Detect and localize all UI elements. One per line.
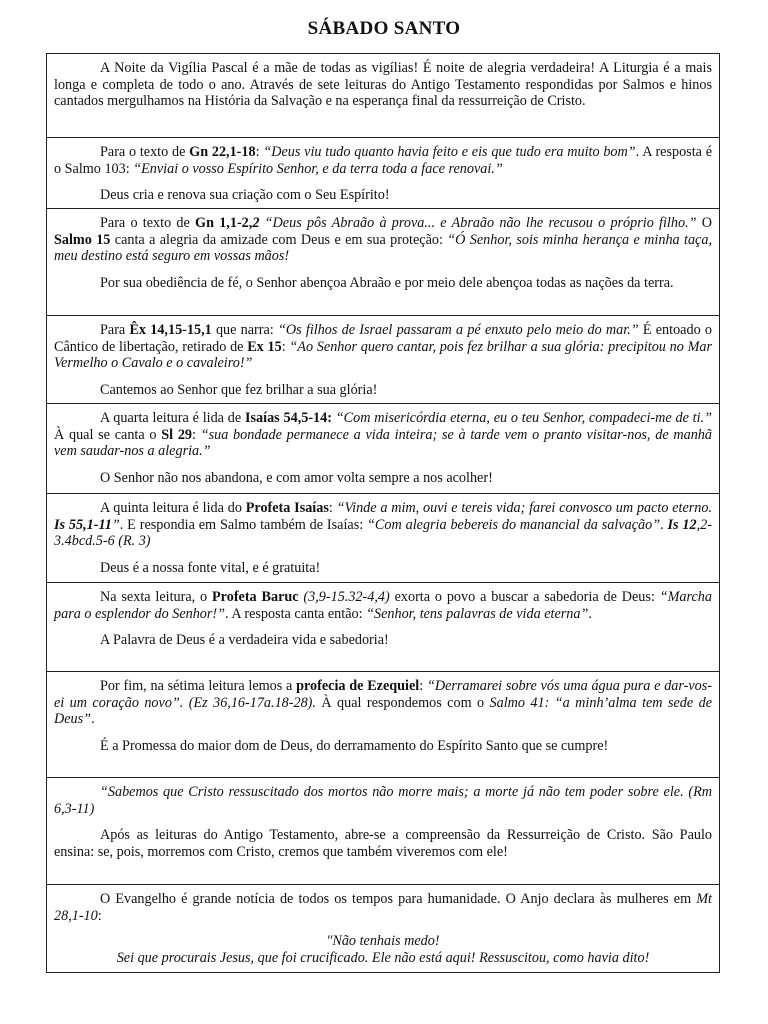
section-epistle bbox=[47, 778, 719, 885]
intro-paragraph: A Noite da Vigília Pascal é a mãe de todas as vigílias! É noite de alegria verdadeira! A Liturgia é a mais longa e completa de todo o ano. Através de sete leituras do Antigo Testamento respondidas por Salmos e hinos cantados mergulhamos na História da Salvação e na esperança final da ressurreição de Cristo. bbox=[54, 60, 712, 110]
section-reading-7 bbox=[47, 672, 719, 778]
page-title: SÁBADO SANTO bbox=[307, 18, 461, 39]
gospel-quote bbox=[54, 933, 712, 966]
reading-3-summary: Cantemos ao Senhor que fez brilhar a sua glória! bbox=[100, 381, 378, 398]
reading-6-summary: A Palavra de Deus é a verdadeira vida e sabedoria! bbox=[100, 632, 389, 649]
section-reading-6 bbox=[47, 583, 719, 672]
reading-6-text: Na sexta leitura, o Profeta Baruc (3,9-15.32-4,4) exorta o povo a buscar a sabedoria de Deus: “Marcha para o esplendor do Senhor!”. A resposta canta então: “Senhor, tens palavras de vida eterna”. bbox=[54, 589, 712, 622]
reading-2-summary: Por sua obediência de fé, o Senhor abençoa Abraão e por meio dele abençoa todas as nações da terra. bbox=[100, 274, 674, 291]
section-intro bbox=[47, 54, 719, 138]
section-reading-2 bbox=[47, 209, 719, 316]
reading-7-summary: É a Promessa do maior dom de Deus, do derramamento do Espírito Santo que se cumpre! bbox=[100, 737, 609, 754]
gospel-quote-line-1: "Não tenhais medo! bbox=[326, 933, 440, 950]
reading-4-summary: O Senhor não nos abandona, e com amor volta sempre a nos acolher! bbox=[100, 469, 493, 486]
gospel-quote-line-2: Sei que procurais Jesus, que foi crucificado. Ele não está aqui! Ressuscitou, como havia dito! bbox=[116, 949, 650, 966]
gospel-text: O Evangelho é grande notícia de todos os tempos para humanidade. O Anjo declara às mulheres em Mt 28,1-10: bbox=[54, 891, 712, 924]
epistle-summary: Após as leituras do Antigo Testamento, abre-se a compreensão da Ressurreição de Cristo. São Paulo ensina: se, pois, morremos com Cristo, cremos que também viveremos com ele! bbox=[54, 827, 712, 860]
epistle-quote: “Sabemos que Cristo ressuscitado dos mortos não morre mais; a morte já não tem poder sobre ele. (Rm 6,3-11) bbox=[54, 784, 712, 817]
reading-3-text: Para Êx 14,15-15,1 que narra: “Os filhos de Israel passaram a pé enxuto pelo meio do mar.” É entoado o Cântico de libertação, retirado de Ex 15: “Ao Senhor quero cantar, pois fez brilhar a sua glória: precipitou no Mar Vermelho o Cavalo e o cavaleiro!” bbox=[54, 322, 712, 372]
reading-7-text: Por fim, na sétima leitura lemos a profecia de Ezequiel: “Derramarei sobre vós uma água pura e dar-vos-ei um coração novo”. (Ez 36,16-17a.18-28). À qual respondemos com o Salmo 41: “a minh’alma tem sede de Deus”. bbox=[54, 678, 712, 728]
section-gospel bbox=[47, 885, 719, 972]
reading-5-text: A quinta leitura é lida do Profeta Isaías: “Vinde a mim, ouvi e tereis vida; farei convosco um pacto eterno. Is 55,1-11”. E respondia em Salmo também de Isaías: “Com alegria bebereis do manancial da salvação”. Is 12,2-3.4bcd.5-6 (R. 3) bbox=[54, 500, 713, 550]
readings-table bbox=[46, 53, 720, 973]
section-reading-4 bbox=[47, 404, 719, 494]
section-reading-1 bbox=[47, 138, 719, 209]
reading-1-text: Para o texto de Gn 22,1-18: “Deus viu tudo quanto havia feito e eis que tudo era muito bom”. A resposta é o Salmo 103: “Enviai o vosso Espírito Senhor, e da terra toda a face renovai.” bbox=[54, 144, 713, 177]
section-reading-5 bbox=[47, 494, 719, 583]
reading-5-summary: Deus é a nossa fonte vital, e é gratuita! bbox=[100, 559, 321, 576]
section-reading-3 bbox=[47, 316, 719, 404]
reading-4-text: A quarta leitura é lida de Isaías 54,5-14: “Com misericórdia eterna, eu o teu Senhor, compadeci-me de ti.” À qual se canta o Sl 29: “sua bondade permanece a vida inteira; se à tarde vem o pranto visitar-nos, de manhã vem saudar-nos a alegria.” bbox=[54, 410, 712, 460]
reading-1-summary: Deus cria e renova sua criação com o Seu Espírito! bbox=[100, 187, 390, 204]
reading-2-text: Para o texto de Gn 1,1-2,2 “Deus pôs Abraão à prova... e Abraão não lhe recusou o próprio filho.” O Salmo 15 canta a alegria da amizade com Deus e em sua proteção: “Ó Senhor, sois minha herança e minha taça, meu destino está seguro em vossas mãos! bbox=[54, 215, 712, 265]
